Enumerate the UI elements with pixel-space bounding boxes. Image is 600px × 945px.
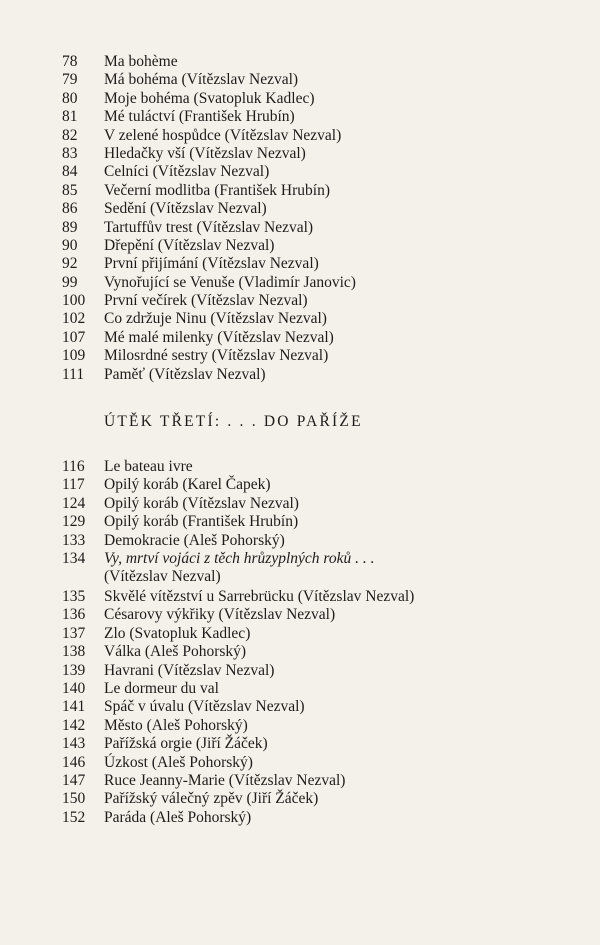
toc-row bbox=[62, 790, 582, 808]
page-number: 92 bbox=[62, 255, 78, 273]
entry-title: Vynořující se Venuše (Vladimír Janovic) bbox=[104, 273, 356, 291]
page-number: 138 bbox=[62, 643, 86, 661]
page-number: 86 bbox=[62, 200, 78, 218]
page-number: 139 bbox=[62, 661, 86, 679]
toc-row bbox=[62, 772, 582, 790]
entry-title: Moje bohéma (Svatopluk Kadlec) bbox=[104, 89, 315, 107]
entry-title: První večírek (Vítězslav Nezval) bbox=[104, 292, 308, 310]
toc-row bbox=[62, 495, 582, 513]
page-number: 81 bbox=[62, 108, 78, 126]
entry-title: Pařížská orgie (Jiří Žáček) bbox=[104, 735, 268, 753]
toc-row bbox=[62, 145, 582, 163]
page-number: 152 bbox=[62, 808, 86, 826]
entry-title: Tartuffův trest (Vítězslav Nezval) bbox=[104, 218, 314, 236]
toc-row bbox=[62, 200, 582, 218]
toc-row bbox=[62, 237, 582, 255]
entry-title: Ruce Jeanny-Marie (Vítězslav Nezval) bbox=[104, 771, 346, 789]
entry-title: Demokracie (Aleš Pohorský) bbox=[104, 531, 285, 549]
page-number: 142 bbox=[62, 716, 86, 734]
page-number: 89 bbox=[62, 218, 78, 236]
entry-title: Le dormeur du val bbox=[104, 679, 219, 697]
toc-row bbox=[62, 219, 582, 237]
page-number: 100 bbox=[62, 292, 86, 310]
entry-title: V zelené hospůdce (Vítězslav Nezval) bbox=[104, 126, 342, 144]
entry-title: Ma bohème bbox=[104, 53, 178, 70]
entry-title: Má bohéma (Vítězslav Nezval) bbox=[104, 71, 299, 89]
entry-title: Skvělé vítězství u Sarrebrücku (Vítězslav Nezval) bbox=[104, 588, 415, 605]
entry-title: Mé tuláctví (František Hrubín) bbox=[104, 108, 295, 126]
page-number: 90 bbox=[62, 236, 78, 254]
toc-row bbox=[62, 606, 582, 624]
entry-title: Opilý koráb (František Hrubín) bbox=[104, 513, 299, 531]
toc-row bbox=[62, 809, 582, 827]
entry-title: Co zdržuje Ninu (Vítězslav Nezval) bbox=[104, 310, 327, 328]
toc-row bbox=[62, 163, 582, 181]
toc-row bbox=[62, 108, 582, 126]
page-number: 146 bbox=[62, 753, 86, 771]
page-number: 82 bbox=[62, 126, 78, 144]
entry-title: Spáč v úvalu (Vítězslav Nezval) bbox=[104, 698, 305, 716]
toc-row bbox=[62, 698, 582, 716]
page-number: 102 bbox=[62, 310, 86, 328]
entry-title: První přijímání (Vítězslav Nezval) bbox=[104, 255, 319, 273]
page-number: 140 bbox=[62, 679, 86, 697]
toc-row bbox=[62, 754, 582, 772]
entry-author: (Vítězslav Nezval) bbox=[104, 568, 221, 586]
entry-title: Mé malé milenky (Vítězslav Nezval) bbox=[104, 328, 334, 346]
toc-row bbox=[62, 458, 582, 476]
entry-title: Havrani (Vítězslav Nezval) bbox=[104, 661, 275, 679]
entry-title: Vy, mrtví vojáci z těch hrůzyplných roků . . . bbox=[104, 550, 375, 567]
toc-row bbox=[62, 550, 582, 568]
toc-row bbox=[62, 292, 582, 310]
page-number: 135 bbox=[62, 588, 86, 605]
page-number: 133 bbox=[62, 531, 86, 549]
toc-row bbox=[62, 347, 582, 365]
toc-section-3 bbox=[62, 588, 582, 827]
page-number: 147 bbox=[62, 771, 86, 789]
page-number: 83 bbox=[62, 144, 78, 162]
entry-title: Le bateau ivre bbox=[104, 458, 193, 475]
page-number: 80 bbox=[62, 89, 78, 107]
page-number: 111 bbox=[62, 365, 85, 383]
page-number: 129 bbox=[62, 513, 86, 531]
toc-row bbox=[62, 735, 582, 753]
toc-row bbox=[62, 476, 582, 494]
toc-row bbox=[62, 127, 582, 145]
page-number: 136 bbox=[62, 606, 86, 624]
toc-row bbox=[62, 90, 582, 108]
page-number: 78 bbox=[62, 53, 78, 70]
entry-title: Paměť (Vítězslav Nezval) bbox=[104, 365, 266, 383]
toc-row bbox=[62, 255, 582, 273]
toc-row bbox=[62, 532, 582, 550]
page-number: 117 bbox=[62, 476, 85, 494]
entry-title: Paráda (Aleš Pohorský) bbox=[104, 808, 252, 826]
entry-title: Césarovy výkřiky (Vítězslav Nezval) bbox=[104, 606, 336, 624]
entry-title: Opilý koráb (Karel Čapek) bbox=[104, 476, 271, 494]
toc-row bbox=[62, 625, 582, 643]
toc-section-2 bbox=[62, 458, 582, 550]
toc-row bbox=[62, 366, 582, 384]
page-number: 141 bbox=[62, 698, 86, 716]
page-number: 79 bbox=[62, 71, 78, 89]
page-number: 150 bbox=[62, 790, 86, 808]
toc-row bbox=[62, 329, 582, 347]
toc-row bbox=[62, 680, 582, 698]
entry-title: Válka (Aleš Pohorský) bbox=[104, 643, 247, 661]
toc-row bbox=[62, 643, 582, 661]
page-number: 99 bbox=[62, 273, 78, 291]
toc-row bbox=[62, 662, 582, 680]
entry-title: Pařížský válečný zpěv (Jiří Žáček) bbox=[104, 790, 319, 808]
entry-title: Sedění (Vítězslav Nezval) bbox=[104, 200, 267, 218]
toc-row bbox=[62, 53, 582, 71]
toc-row bbox=[62, 274, 582, 292]
page-number: 124 bbox=[62, 494, 86, 512]
page-number: 107 bbox=[62, 328, 86, 346]
entry-title: Celníci (Vítězslav Nezval) bbox=[104, 163, 270, 181]
entry-title: Večerní modlitba (František Hrubín) bbox=[104, 181, 330, 199]
entry-title: Zlo (Svatopluk Kadlec) bbox=[104, 624, 251, 642]
entry-title: Opilý koráb (Vítězslav Nezval) bbox=[104, 494, 299, 512]
page-number: 84 bbox=[62, 163, 78, 181]
page-number: 134 bbox=[62, 550, 86, 567]
entry-title: Hledačky vší (Vítězslav Nezval) bbox=[104, 144, 306, 162]
toc-row bbox=[62, 717, 582, 735]
page-number: 143 bbox=[62, 735, 86, 753]
entry-title: Město (Aleš Pohorský) bbox=[104, 716, 248, 734]
toc-row bbox=[62, 182, 582, 200]
section-heading: ÚTĚK TŘETÍ: . . . DO PAŘÍŽE bbox=[104, 413, 363, 430]
toc-row bbox=[62, 71, 582, 89]
toc-section-1 bbox=[62, 53, 582, 384]
entry-title: Úzkost (Aleš Pohorský) bbox=[104, 753, 253, 771]
toc-row bbox=[62, 310, 582, 328]
page-number: 137 bbox=[62, 624, 86, 642]
entry-title: Milosrdné sestry (Vítězslav Nezval) bbox=[104, 347, 329, 365]
page-number: 85 bbox=[62, 181, 78, 199]
page-number: 116 bbox=[62, 458, 85, 475]
toc-entry-134 bbox=[62, 550, 582, 587]
entry-title: Dřepění (Vítězslav Nezval) bbox=[104, 236, 275, 254]
page-number: 109 bbox=[62, 347, 86, 365]
toc-row bbox=[62, 513, 582, 531]
toc-row bbox=[62, 588, 582, 606]
